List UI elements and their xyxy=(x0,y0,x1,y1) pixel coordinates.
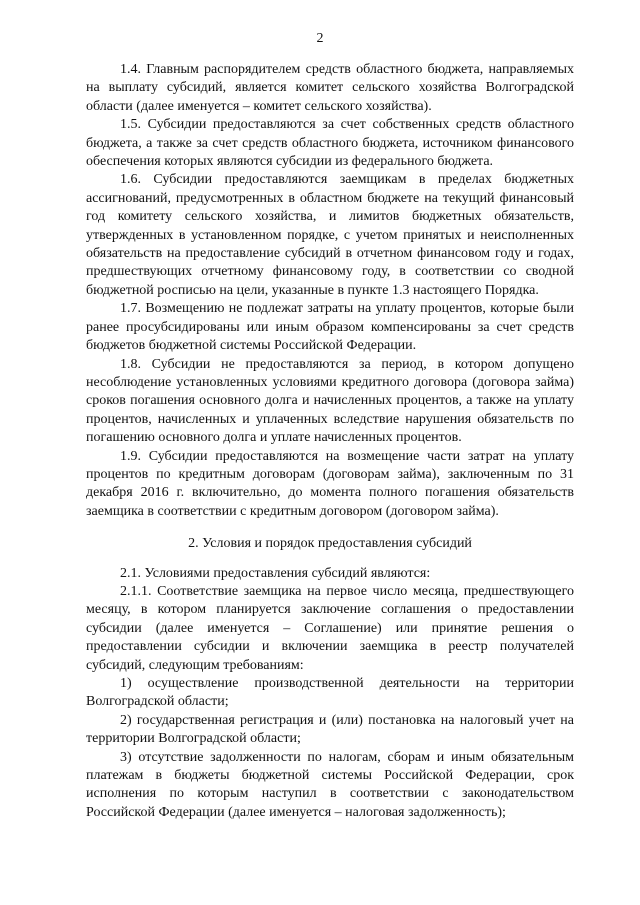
paragraph-1-9: 1.9. Субсидии предоставляются на возмещение части затрат на уплату процентов по кредитным договорам (договорам займа), заключенным по 31 декабря 2016 г. включительно, до момента полного погашения обязательств заемщика в соответствии с кредитным договором (договором займа). xyxy=(86,448,574,519)
paragraph-1-7: 1.7. Возмещению не подлежат затраты на уплату процентов, которые были ранее просубсидированы или иным образом компенсированы за счет средств бюджетов бюджетной системы Российской Федерации. xyxy=(86,301,574,354)
page-number: 2 xyxy=(316,31,324,46)
paragraph-2-1: 2.1. Условиями предоставления субсидий являются: xyxy=(120,565,431,581)
section-2-heading: 2. Условия и порядок предоставления субсидий xyxy=(188,536,472,552)
document-body xyxy=(86,61,574,822)
paragraph-2-1-1: 2.1.1. Соответствие заемщика на первое число месяца, предшествующего месяцу, в котором планируется заключение соглашения о предоставлении субсидии (далее именуется – Соглашение) или принятие решения о предоставлении субсидии и включении заемщика в реестр получателей субсидий, следующим требованиям: xyxy=(86,583,574,673)
requirement-2: 2) государственная регистрация и (или) постановка на налоговый учет на территории Волгоградской области; xyxy=(86,712,574,747)
paragraph-1-6: 1.6. Субсидии предоставляются заемщикам в пределах бюджетных ассигнований, предусмотренных в областном бюджете на текущий финансовый год комитету сельского хозяйства, и лимитов бюджетных обязательств, утвержденных в установленном порядке, с учетом принятых и неисполненных обязательств на предоставление субсидий в отчетном финансовом году и годах, предшествующих отчетному финансовому году, в соответствии со сводной бюджетной росписью на цели, указанные в пункте 1.3 настоящего Порядка. xyxy=(86,172,574,298)
paragraph-1-4: 1.4. Главным распорядителем средств областного бюджета, направляемых на выплату субсидий, является комитет сельского хозяйства Волгоградской области (далее именуется – комитет сельского хозяйства). xyxy=(86,62,574,114)
requirement-3: 3) отсутствие задолженности по налогам, сборам и иным обязательным платежам в бюджеты бюджетной системы Российской Федерации, срок исполнения по которым наступил в соответствии с законодательством Российской Федерации (далее именуется – налоговая задолженность); xyxy=(86,749,574,820)
paragraph-1-8: 1.8. Субсидии не предоставляются за период, в котором допущено несоблюдение установленных условиями кредитного договора (договора займа) сроков погашения основного долга и начисленных процентов, а также на уплату процентов, начисленных и уплаченных вследствие нарушения обязательств по погашению основного долга и уплате начисленных процентов. xyxy=(86,356,574,446)
requirement-1: 1) осуществление производственной деятельности на территории Волгоградской области; xyxy=(86,676,574,710)
paragraph-1-5: 1.5. Субсидии предоставляются за счет собственных средств областного бюджета, а также за счет средств областного бюджета, источником финансового обеспечения которых являются субсидии из федерального бюджета. xyxy=(86,117,574,170)
